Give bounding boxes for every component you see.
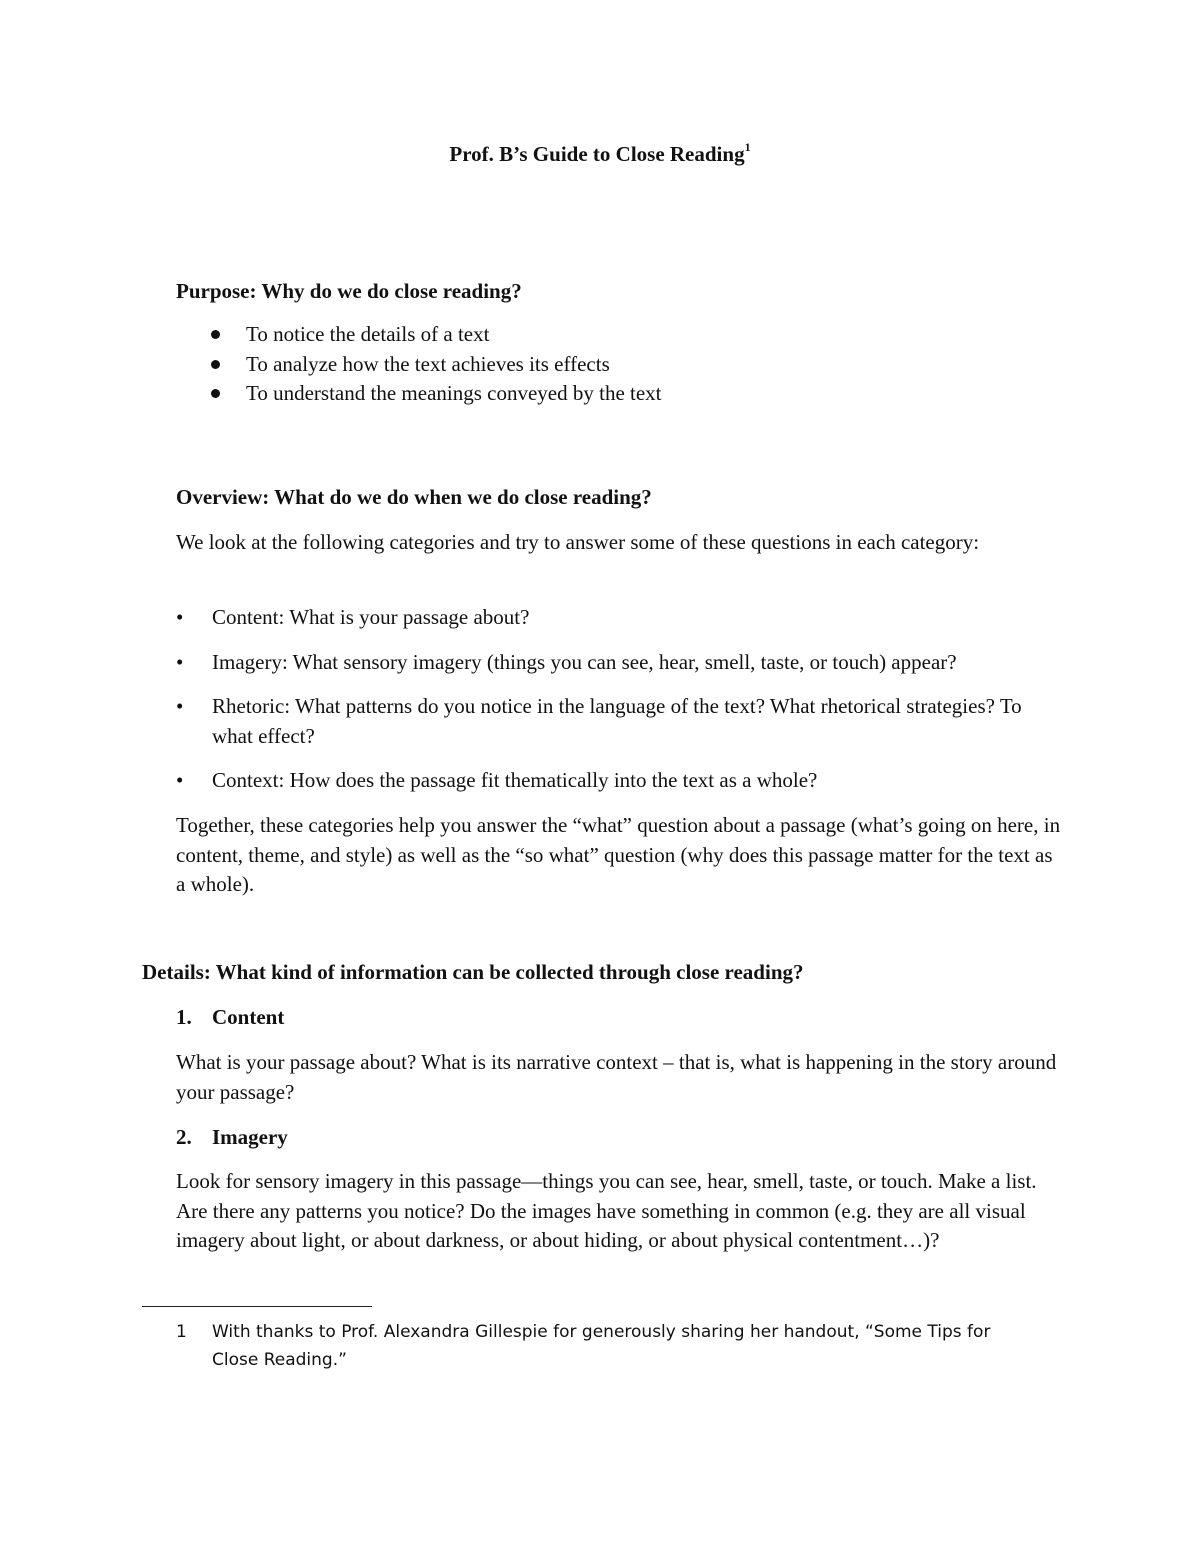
bullet-mark: • [176,650,184,674]
bullet-icon [211,360,220,369]
list-item-text: To analyze how the text achieves its effects [246,351,610,376]
category-item [176,692,1066,751]
bullet-mark: • [176,768,184,792]
bullet-icon [211,389,220,398]
bullet-mark: • [176,694,184,718]
category-text: Imagery: What sensory imagery (things you can see, hear, smell, taste, or touch) appear? [212,650,957,674]
purpose-heading: Purpose: Why do we do close reading? [176,279,522,303]
section-heading-imagery [176,1125,288,1150]
section-body-imagery: Look for sensory imagery in this passage—things you can see, hear, smell, taste, or touch. Make a list. Are there any patterns you notice? Do the images have something in common (e.g. they are all visual imagery about light, or about darkness, or about hiding, or about physical contentment…)? [176,1169,1037,1252]
list-item-text: To understand the meanings conveyed by the text [246,381,662,405]
section-body-content: What is your passage about? What is its narrative context – that is, what is happening in the story around your passage? [176,1050,1057,1104]
title-footnote-marker: 1 [744,140,751,154]
category-text: Rhetoric: What patterns do you notice in the language of the text? What rhetorical strategies? To what effect? [212,694,1022,748]
section-title: Content [212,1005,285,1029]
list-item [211,320,662,350]
details-heading: Details: What kind of information can be collected through close reading? [142,960,804,984]
category-item [176,648,1066,678]
list-item-text: To notice the details of a text [246,322,490,346]
purpose-list [211,320,662,409]
bullet-icon [211,330,220,339]
overview-conclusion: Together, these categories help you answer the “what” question about a passage (what’s going on here, in content, theme, and style) as well as the “so what” question (why does this passage matter for the text as a whole). [176,813,1061,896]
list-item [211,350,662,380]
list-item [211,379,662,409]
footnote-text: With thanks to Prof. Alexandra Gillespie for generously sharing her handout, “Some Tips for Close Reading.” [212,1322,991,1370]
bullet-mark: • [176,605,184,629]
category-item [176,766,1066,796]
overview-heading: Overview: What do we do when we do close reading? [176,485,652,509]
footnote [176,1318,1036,1374]
section-number: 1. [176,1005,192,1029]
section-number: 2. [176,1125,192,1149]
section-title: Imagery [212,1125,288,1149]
category-text: Context: How does the passage fit thematically into the text as a whole? [212,768,818,792]
footnote-separator [142,1306,372,1307]
category-text: Content: What is your passage about? [212,605,530,629]
overview-intro: We look at the following categories and try to answer some of these questions in each category: [176,530,980,554]
section-heading-content [176,1005,284,1030]
footnote-number: 1 [176,1322,187,1342]
title-text: Prof. B’s Guide to Close Reading [449,142,745,166]
document-title [0,142,1200,167]
category-item [176,603,1066,633]
